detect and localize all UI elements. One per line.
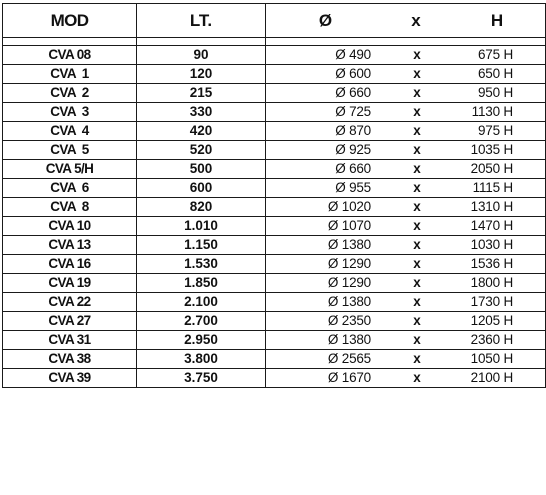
- header-dimensions-wrap: [266, 4, 545, 37]
- dimensions-wrap: [266, 236, 545, 254]
- dimensions-wrap: [266, 217, 545, 235]
- table-row: [3, 198, 546, 217]
- cell-mod: [3, 179, 137, 198]
- table-row: [3, 293, 546, 312]
- dimensions-wrap: [266, 103, 545, 121]
- times-sign: x: [413, 351, 421, 366]
- cell-dimensions: [266, 46, 546, 65]
- dimensions-wrap: [266, 46, 545, 64]
- diameter-value: Ø 1290: [327, 275, 371, 290]
- table-row: [3, 217, 546, 236]
- dimensions-wrap: [266, 198, 545, 216]
- model-label: CVA 10: [48, 218, 91, 233]
- height-value: 2050 H: [470, 161, 513, 176]
- diameter-value: Ø 600: [335, 66, 371, 81]
- cell-mod: [3, 217, 137, 236]
- cell-liters: 500: [137, 160, 266, 179]
- spacer-row: [3, 38, 546, 46]
- cell-liters: 600: [137, 179, 266, 198]
- header-mod-label: MOD: [50, 11, 89, 30]
- diameter-value: Ø 955: [335, 180, 371, 195]
- cell-mod: [3, 160, 137, 179]
- dimensions-wrap: [266, 65, 545, 83]
- model-label: CVA 8: [50, 199, 89, 214]
- dimensions-wrap: [266, 160, 545, 178]
- table-row: [3, 179, 546, 198]
- table-row: [3, 122, 546, 141]
- times-sign: x: [413, 313, 421, 328]
- model-label: CVA 4: [50, 123, 89, 138]
- cell-dimensions: [266, 236, 546, 255]
- spec-table: [2, 3, 546, 388]
- cell-liters: 820: [137, 198, 266, 217]
- times-sign: x: [413, 47, 421, 62]
- table-row: [3, 160, 546, 179]
- times-sign: x: [413, 161, 421, 176]
- dimensions-wrap: [266, 331, 545, 349]
- height-value: 1800 H: [470, 275, 513, 290]
- diameter-value: Ø 1380: [327, 237, 371, 252]
- diameter-value: Ø 490: [335, 47, 371, 62]
- cell-mod: [3, 46, 137, 65]
- cell-mod: [3, 236, 137, 255]
- dimensions-wrap: [266, 179, 545, 197]
- model-label: CVA 5/H: [45, 161, 94, 176]
- model-label: CVA 08: [48, 47, 91, 62]
- dimensions-wrap: [266, 255, 545, 273]
- cell-dimensions: [266, 217, 546, 236]
- spacer-cell: [266, 38, 546, 46]
- cell-mod: [3, 103, 137, 122]
- table-row: [3, 84, 546, 103]
- diameter-value: Ø 2350: [327, 313, 371, 328]
- cell-liters: 3.750: [137, 369, 266, 388]
- cell-mod: [3, 84, 137, 103]
- diameter-value: Ø 660: [335, 85, 371, 100]
- cell-mod: [3, 350, 137, 369]
- table-header: [3, 4, 546, 38]
- times-sign: x: [413, 199, 421, 214]
- height-value: 950 H: [477, 85, 513, 100]
- header-height: H: [490, 11, 504, 30]
- dimensions-wrap: [266, 312, 545, 330]
- diameter-value: Ø 1070: [327, 218, 371, 233]
- cell-mod: [3, 255, 137, 274]
- height-value: 1470 H: [470, 218, 513, 233]
- height-value: 1115 H: [472, 180, 513, 195]
- model-label: CVA 5: [50, 142, 89, 157]
- diameter-value: Ø 660: [335, 161, 371, 176]
- cell-liters: 420: [137, 122, 266, 141]
- height-value: 1030 H: [470, 237, 513, 252]
- cell-mod: [3, 198, 137, 217]
- times-sign: x: [413, 256, 421, 271]
- model-label: CVA 39: [48, 370, 91, 385]
- header-diameter: Ø: [318, 11, 333, 30]
- cell-liters: 2.700: [137, 312, 266, 331]
- cell-liters: 3.800: [137, 350, 266, 369]
- table-row: [3, 255, 546, 274]
- times-sign: x: [413, 370, 421, 385]
- cell-dimensions: [266, 350, 546, 369]
- model-label: CVA 3: [50, 104, 89, 119]
- times-sign: x: [413, 123, 421, 138]
- cell-liters: 215: [137, 84, 266, 103]
- table-row: [3, 236, 546, 255]
- cell-mod: [3, 141, 137, 160]
- cell-dimensions: [266, 293, 546, 312]
- cell-mod: [3, 65, 137, 84]
- dimensions-wrap: [266, 369, 545, 387]
- diameter-value: Ø 725: [335, 104, 371, 119]
- diameter-value: Ø 1380: [327, 294, 371, 309]
- dimensions-wrap: [266, 350, 545, 368]
- model-label: CVA 16: [48, 256, 91, 271]
- cell-dimensions: [266, 122, 546, 141]
- dimensions-wrap: [266, 84, 545, 102]
- dimensions-wrap: [266, 274, 545, 292]
- header-lt: LT.: [137, 4, 266, 38]
- cell-dimensions: [266, 103, 546, 122]
- cell-mod: [3, 312, 137, 331]
- header-mod: [3, 4, 137, 38]
- table-row: [3, 103, 546, 122]
- diameter-value: Ø 925: [335, 142, 371, 157]
- header-row: [3, 4, 546, 38]
- header-dimensions: [266, 4, 546, 38]
- height-value: 2360 H: [470, 332, 513, 347]
- cell-dimensions: [266, 179, 546, 198]
- model-label: CVA 31: [48, 332, 91, 347]
- height-value: 1205 H: [470, 313, 513, 328]
- height-value: 1035 H: [470, 142, 513, 157]
- model-label: CVA 6: [50, 180, 89, 195]
- cell-mod: [3, 293, 137, 312]
- table-body: [3, 38, 546, 388]
- height-value: 1536 H: [470, 256, 513, 271]
- cell-mod: [3, 369, 137, 388]
- header-x: x: [411, 11, 421, 30]
- diameter-value: Ø 1020: [327, 199, 371, 214]
- times-sign: x: [413, 332, 421, 347]
- cell-mod: [3, 122, 137, 141]
- table-row: [3, 331, 546, 350]
- spacer-cell: [137, 38, 266, 46]
- table-row: [3, 350, 546, 369]
- cell-dimensions: [266, 331, 546, 350]
- diameter-value: Ø 1670: [327, 370, 371, 385]
- cell-dimensions: [266, 84, 546, 103]
- table-row: [3, 274, 546, 293]
- height-value: 1130 H: [471, 104, 513, 119]
- height-value: 975 H: [477, 123, 513, 138]
- model-label: CVA 2: [50, 85, 89, 100]
- times-sign: x: [413, 237, 421, 252]
- cell-mod: [3, 274, 137, 293]
- times-sign: x: [413, 180, 421, 195]
- diameter-value: Ø 1380: [327, 332, 371, 347]
- diameter-value: Ø 1290: [327, 256, 371, 271]
- cell-liters: 330: [137, 103, 266, 122]
- times-sign: x: [413, 66, 421, 81]
- cell-dimensions: [266, 160, 546, 179]
- times-sign: x: [413, 218, 421, 233]
- height-value: 1310 H: [470, 199, 513, 214]
- cell-dimensions: [266, 141, 546, 160]
- dimensions-wrap: [266, 141, 545, 159]
- cell-dimensions: [266, 369, 546, 388]
- height-value: 1730 H: [470, 294, 513, 309]
- times-sign: x: [413, 275, 421, 290]
- table-row: [3, 369, 546, 388]
- model-label: CVA 19: [48, 275, 91, 290]
- cell-liters: 1.530: [137, 255, 266, 274]
- height-value: 675 H: [477, 47, 513, 62]
- model-label: CVA 27: [48, 313, 91, 328]
- cell-liters: 2.100: [137, 293, 266, 312]
- cell-liters: 1.150: [137, 236, 266, 255]
- table-row: [3, 312, 546, 331]
- cell-liters: 2.950: [137, 331, 266, 350]
- cell-liters: 1.850: [137, 274, 266, 293]
- cell-liters: 520: [137, 141, 266, 160]
- height-value: 1050 H: [470, 351, 513, 366]
- cell-dimensions: [266, 65, 546, 84]
- cell-dimensions: [266, 198, 546, 217]
- times-sign: x: [413, 104, 421, 119]
- cell-liters: 1.010: [137, 217, 266, 236]
- diameter-value: Ø 870: [335, 123, 371, 138]
- cell-liters: 90: [137, 46, 266, 65]
- model-label: CVA 13: [48, 237, 91, 252]
- times-sign: x: [413, 142, 421, 157]
- table-row: [3, 141, 546, 160]
- height-value: 650 H: [477, 66, 513, 81]
- model-label: CVA 1: [50, 66, 89, 81]
- diameter-value: Ø 2565: [327, 351, 371, 366]
- cell-dimensions: [266, 312, 546, 331]
- cell-dimensions: [266, 274, 546, 293]
- table-row: [3, 65, 546, 84]
- height-value: 2100 H: [470, 370, 513, 385]
- table-row: [3, 46, 546, 65]
- dimensions-wrap: [266, 122, 545, 140]
- spacer-cell: [3, 38, 137, 46]
- times-sign: x: [413, 294, 421, 309]
- cell-liters: 120: [137, 65, 266, 84]
- dimensions-wrap: [266, 293, 545, 311]
- model-label: CVA 38: [48, 351, 91, 366]
- model-label: CVA 22: [48, 294, 91, 309]
- times-sign: x: [413, 85, 421, 100]
- cell-mod: [3, 331, 137, 350]
- cell-dimensions: [266, 255, 546, 274]
